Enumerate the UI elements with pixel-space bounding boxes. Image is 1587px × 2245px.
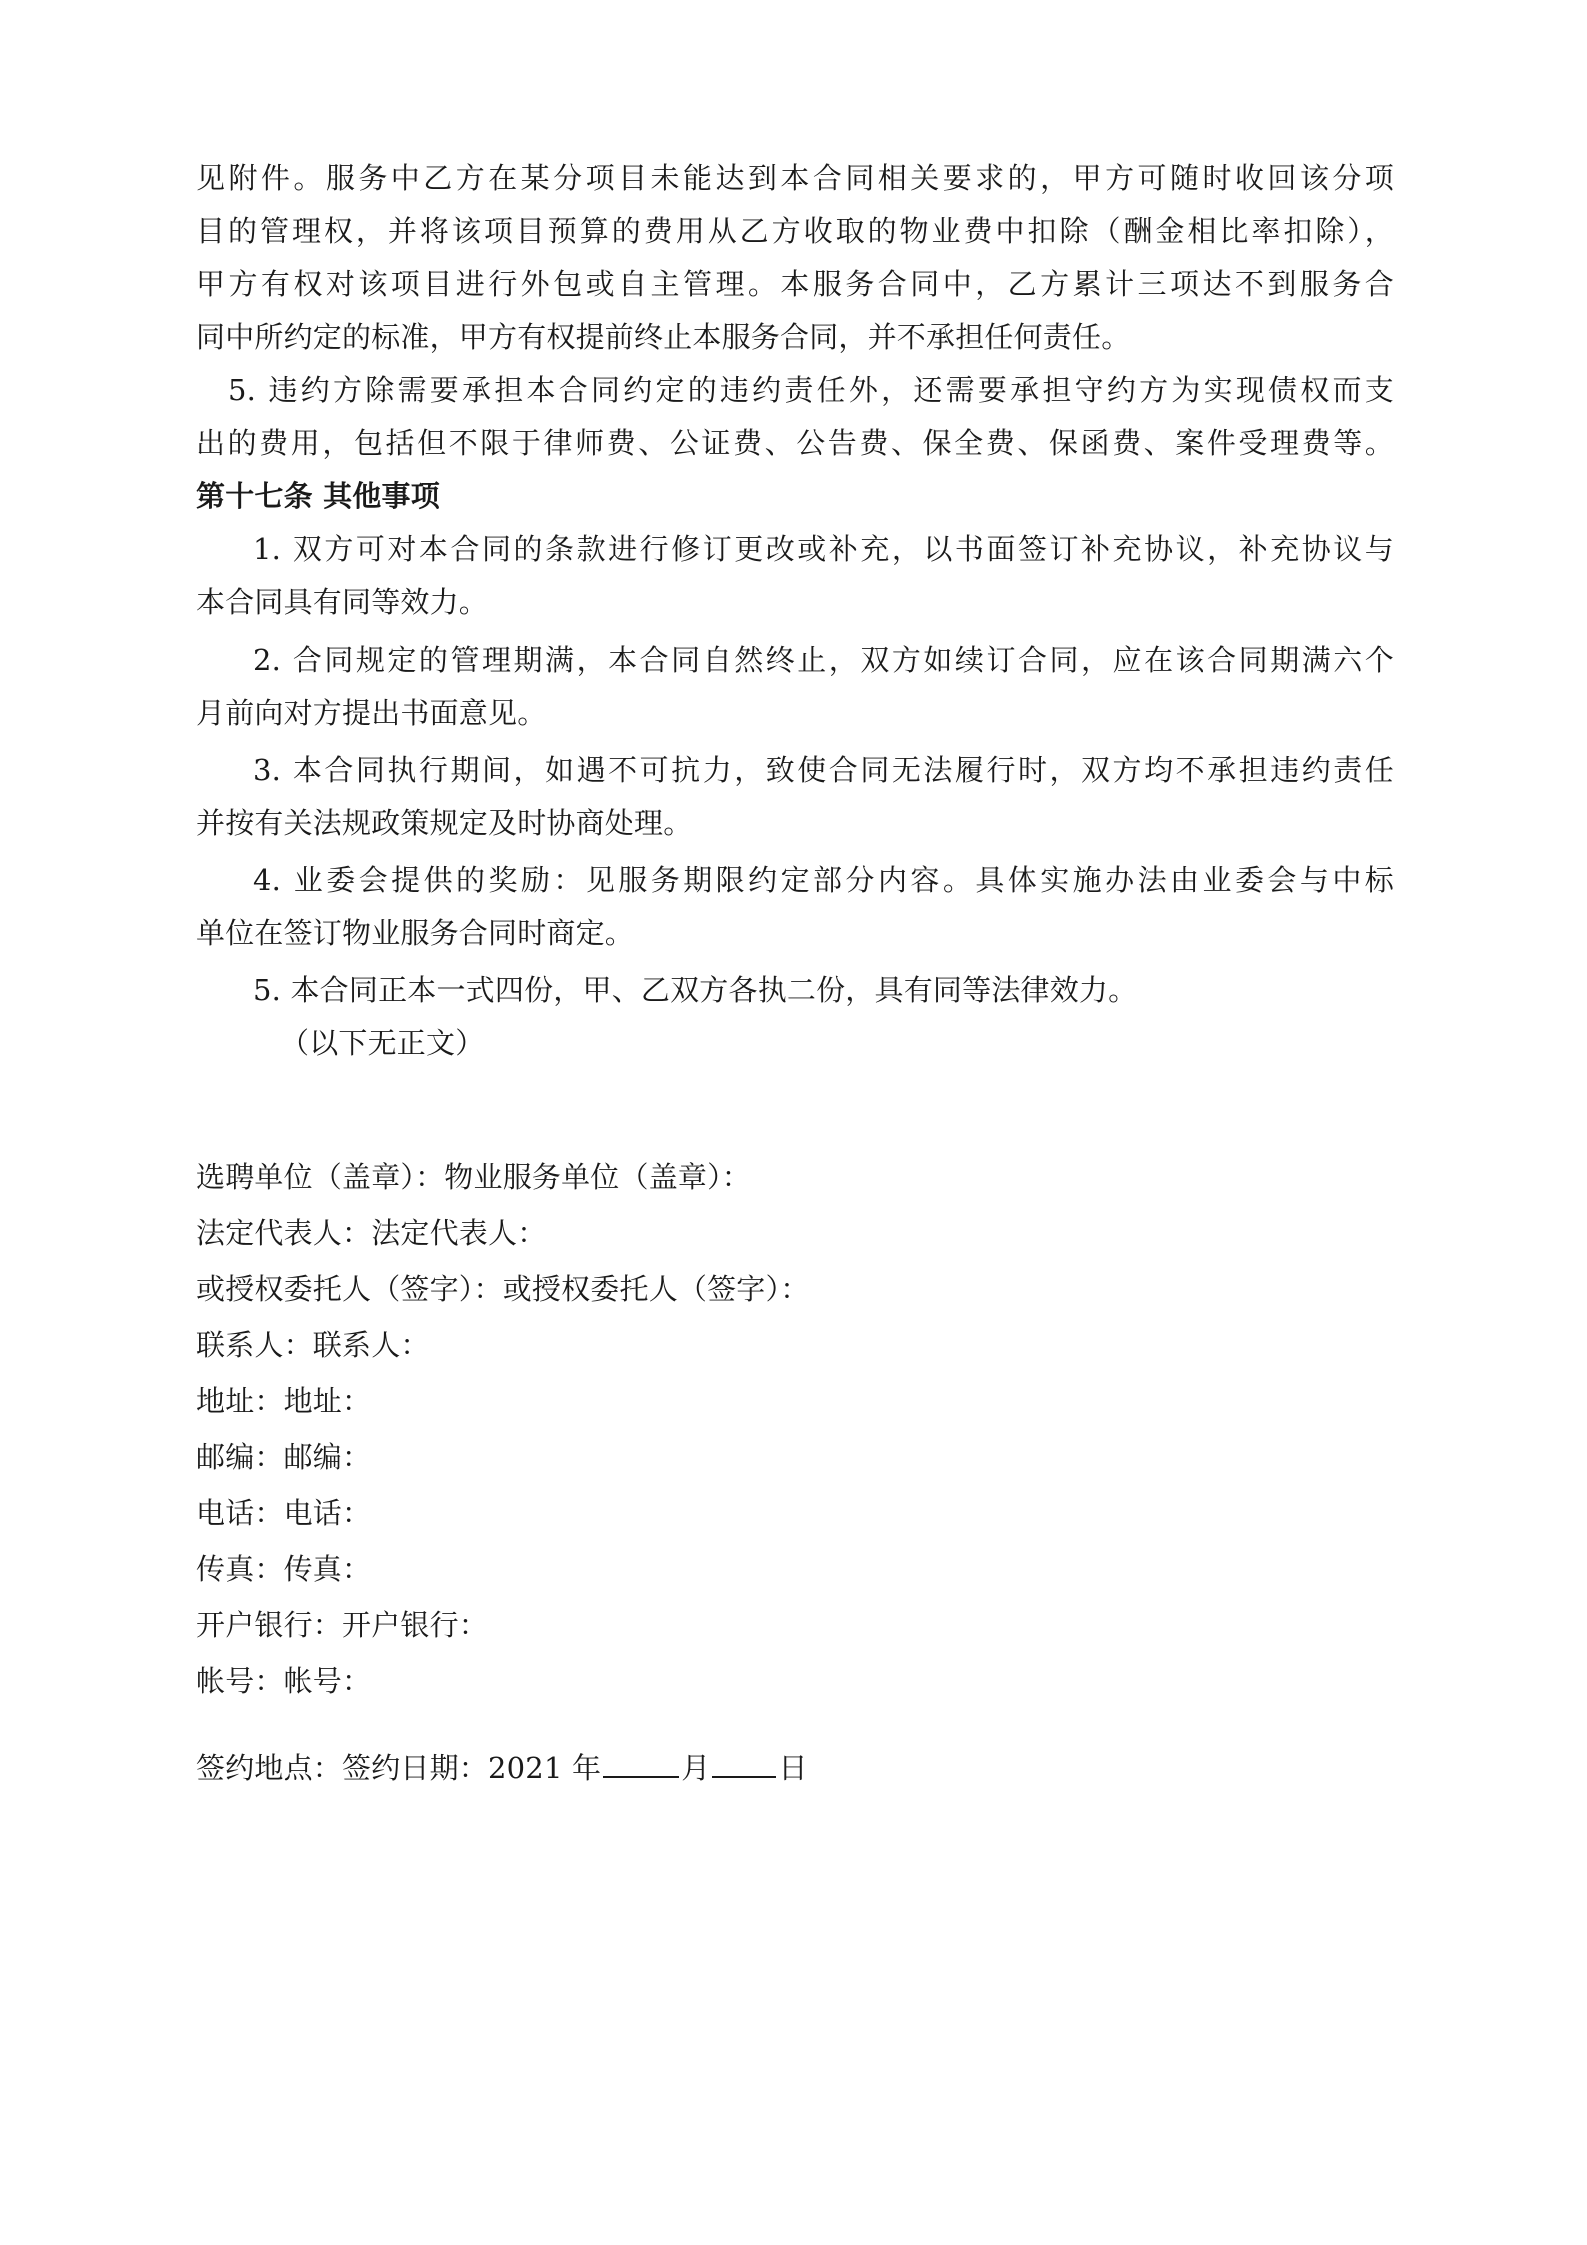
- paragraph-line: 4. 业委会提供的奖励：见服务期限约定部分内容。具体实施办法由业委会与中标: [253, 863, 1394, 897]
- paragraph-line: 并按有关法规政策规定及时协商处理。: [196, 806, 693, 840]
- seal-line: 选聘单位（盖章）：物业服务单位（盖章）：: [196, 1160, 752, 1194]
- postcode-line: 邮编：邮编：: [196, 1440, 372, 1474]
- paragraph-line: 1. 双方可对本合同的条款进行修订更改或补充，以书面签订补充协议，补充协议与: [253, 532, 1394, 566]
- contact-line: 联系人：联系人：: [196, 1328, 430, 1362]
- authorized-line: 或授权委托人（签字）：或授权委托人（签字）：: [196, 1272, 810, 1306]
- day-label: 日: [778, 1751, 808, 1785]
- paragraph-line: 同中所约定的标准，甲方有权提前终止本服务合同，并不承担任何责任。: [196, 320, 1131, 354]
- paragraph-line: 月前向对方提出书面意见。: [196, 696, 547, 730]
- phone-line: 电话：电话：: [196, 1496, 372, 1530]
- day-blank: [712, 1748, 776, 1778]
- paragraph-line: 目的管理权，并将该项目预算的费用从乙方收取的物业费中扣除（酬金相比率扣除），: [196, 214, 1394, 248]
- account-line: 帐号：帐号：: [196, 1664, 372, 1698]
- paragraph-line: 单位在签订物业服务合同时商定。: [196, 916, 635, 950]
- paragraph-line: 见附件。服务中乙方在某分项目未能达到本合同相关要求的，甲方可随时收回该分项: [196, 161, 1394, 195]
- legal-rep-line: 法定代表人：法定代表人：: [196, 1216, 547, 1250]
- no-more-text-note: （以下无正文）: [280, 1026, 485, 1060]
- paragraph-line: 甲方有权对该项目进行外包或自主管理。本服务合同中，乙方累计三项达不到服务合: [196, 267, 1394, 301]
- month-blank: [603, 1748, 679, 1778]
- fax-line: 传真：传真：: [196, 1552, 372, 1586]
- bank-line: 开户银行：开户银行：: [196, 1608, 489, 1642]
- paragraph-line: 3. 本合同执行期间，如遇不可抗力，致使合同无法履行时，双方均不承担违约责任: [253, 753, 1394, 787]
- paragraph-line: 2. 合同规定的管理期满，本合同自然终止，双方如续订合同，应在该合同期满六个: [253, 643, 1394, 677]
- sign-place-date-line: [196, 1748, 808, 1788]
- article-heading: 第十七条 其他事项: [196, 479, 440, 513]
- month-label: 月: [681, 1751, 711, 1785]
- sign-place-date-label: 签约地点：签约日期：2021 年: [196, 1751, 602, 1785]
- address-line: 地址：地址：: [196, 1384, 372, 1418]
- paragraph-line: 本合同具有同等效力。: [196, 585, 489, 619]
- paragraph-line: 5. 违约方除需要承担本合同约定的违约责任外，还需要承担守约方为实现债权而支: [228, 373, 1394, 407]
- paragraph-line: 出的费用，包括但不限于律师费、公证费、公告费、保全费、保函费、案件受理费等。: [196, 426, 1394, 460]
- paragraph-line: 5. 本合同正本一式四份，甲、乙双方各执二份，具有同等法律效力。: [253, 973, 1138, 1007]
